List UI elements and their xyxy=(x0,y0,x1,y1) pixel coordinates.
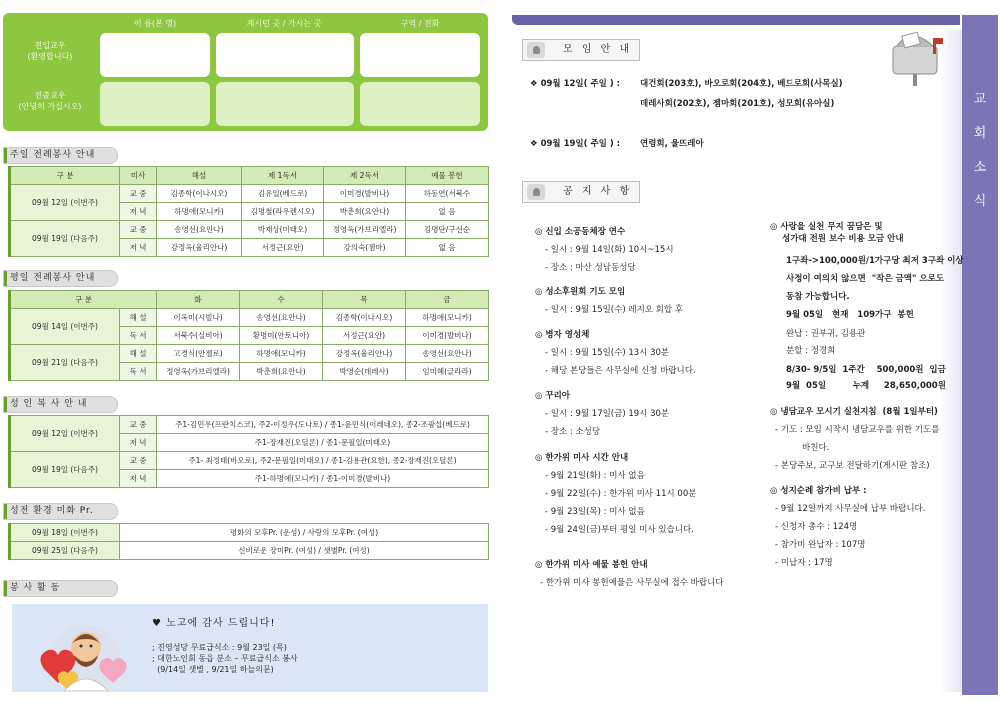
notice-line: 바친다. xyxy=(775,443,830,453)
notice-heading: ◎ 성소후원회 기도 모임 xyxy=(535,287,626,297)
weekday-section-title: 평일 전례봉사 안내 xyxy=(3,270,118,287)
thanks-title: ♥ 노고에 감사 드립니다! xyxy=(152,618,276,629)
sunday-table xyxy=(8,166,489,257)
notice-heading: ◎ 신입 소공동체장 연수 xyxy=(535,227,626,237)
notice-line: - 9월 23일(목) : 미사 없음 xyxy=(545,507,645,517)
notice-line: - 일시 : 9월 14일(화) 10시~15시 xyxy=(545,245,674,255)
weekday-table xyxy=(8,290,489,381)
table-header: 구 분 xyxy=(10,167,120,185)
table-header: 미사 xyxy=(120,167,157,185)
notice-heading: ◎ 성지순례 참가비 납부 : xyxy=(770,486,867,496)
meeting-date: ❖ 09월 19일( 주일 ) : xyxy=(530,139,621,149)
altar-table xyxy=(8,415,489,488)
service-line: ; 대한노인회 동읍 분소 – 무료급식소 봉사 xyxy=(152,654,298,663)
sidebar-char: 회 xyxy=(973,126,987,141)
newcomer-in-place-cell xyxy=(216,33,354,77)
notice-line: - 장소 : 마산 성남동성당 xyxy=(545,263,636,273)
meetings-header: 모 임 안 내 xyxy=(522,39,640,61)
table-header: 목 xyxy=(323,291,406,309)
table-row: 09월 25일 (다음주) 신비로운 장미Pr. (여성) / 샛별Pr. (여성) xyxy=(10,542,489,560)
notice-heading: ◎ 한가위 미사 시간 안내 xyxy=(535,453,629,463)
notice-line: - 미납자 : 17명 xyxy=(775,558,833,568)
church-news-sidebar xyxy=(962,15,998,695)
table-header: 수 xyxy=(240,291,323,309)
notice-line: 9월 05일 누계 28,650,000원 xyxy=(786,381,946,391)
newcomer-out-place-cell xyxy=(216,82,354,126)
table-header: 예물 봉헌 xyxy=(406,167,489,185)
person-icon xyxy=(527,184,545,200)
notice-line: 사정이 여의치 않으면 "작은 금액" 으로도 xyxy=(786,274,944,284)
meeting-text: 연령회, 울뜨레아 xyxy=(640,139,704,149)
sunday-section-title: 주일 전례봉사 안내 xyxy=(3,147,118,164)
notices-header: 공 지 사 항 xyxy=(522,181,640,203)
table-row: 09월 19일 (다음주) 교 중 송영선(요안나) 박재상(미태오) 정영옥(가브리엘라) 김명단/구선순 xyxy=(10,221,489,239)
table-header: 제 1독서 xyxy=(242,167,324,185)
person-icon xyxy=(527,42,545,58)
notice-line: - 9월 12일까지 사무실에 납부 바랍니다. xyxy=(775,504,926,514)
table-header: 금 xyxy=(406,291,489,309)
newcomer-out-name-cell xyxy=(100,82,210,126)
page-ribbon xyxy=(940,30,962,692)
meeting-text: 데레사회(202호), 젬마회(201호), 성모회(유아실) xyxy=(640,99,835,109)
meeting-text: 대건회(203호), 바오로회(204호), 베드로회(사목실) xyxy=(640,79,843,89)
notice-heading: ◎ 꾸리아 xyxy=(535,391,571,401)
notice-line: - 장소 : 소성당 xyxy=(545,427,601,437)
notice-line: - 9월 24일(금)부터 평일 미사 있습니다. xyxy=(545,525,694,535)
notice-line: - 신청자 총수 : 124명 xyxy=(775,522,858,532)
newcomer-out-label: 전출교우 (안녕히 가십시오) xyxy=(18,91,82,111)
table-row: 저 녁 강정옥(율리안나) 서정근(요안) 강의숙(젬마) 없 음 xyxy=(10,239,489,257)
table-header: 해설 xyxy=(157,167,242,185)
newcomers-header-name: 이 름(본 명) xyxy=(133,19,177,28)
table-row: 저 녁 주1-하명애(모니카) / 종1-이미경(발비나) xyxy=(10,470,489,488)
notice-heading: ◎ 냉담교우 모시기 실천지침 (8월 1일부터) xyxy=(770,407,938,417)
table-header: 구 분 xyxy=(10,291,157,309)
table-row: 독 서 서북수(실비아) 황명미(안토니아) 서정근(요안) 이미경(발비나) xyxy=(10,327,489,345)
table-row: 저 녁 주1-장재진(오딜론) / 종1-문필일(미태오) xyxy=(10,434,489,452)
altar-section-title: 성 인 복 사 안 내 xyxy=(3,396,118,413)
newcomer-out-contact-cell xyxy=(360,82,480,126)
meeting-date: ❖ 09월 12일( 주일 ) : xyxy=(530,79,621,89)
jesus-heart-illustration xyxy=(24,613,142,691)
sidebar-char: 식 xyxy=(973,194,987,209)
table-row: 09월 21일 (다음주) 해 설 고경식(안젤로) 하명애(모니카) 강정옥(율리안나) 송영선(요안나) xyxy=(10,345,489,363)
sidebar-char: 소 xyxy=(973,160,987,175)
notice-heading-line2: 성가대 전원 보수 비용 모금 안내 xyxy=(782,234,904,244)
notice-line: - 일시 : 9월 15일(수) 레지오 회합 후 xyxy=(545,305,684,315)
notice-line: - 9월 21일(화) : 미사 없음 xyxy=(545,471,645,481)
notice-line: - 해당 본당들은 사무실에 신청 바랍니다. xyxy=(545,366,696,376)
notice-line: 완납 : 권부귀, 김용관 xyxy=(786,329,866,339)
sidebar-char: 교 xyxy=(973,92,987,107)
rosary-section-title: 성전 환경 미화 Pr. xyxy=(3,503,118,520)
notice-line: - 본당주보, 교구보 전달하기(게시판 참조) xyxy=(775,461,930,471)
notice-line: - 참가비 완납자 : 107명 xyxy=(775,540,866,550)
top-accent-bar xyxy=(512,15,960,25)
notice-line: - 9월 22일(수) : 한가위 미사 11시 00분 xyxy=(545,489,697,499)
notice-line: 9월 05일 현재 109가구 봉헌 xyxy=(786,310,914,320)
notice-line: 동참 가능합니다. xyxy=(786,292,850,302)
rosary-table xyxy=(8,523,489,560)
notice-line: - 기도 : 모임 시작시 냉담교우를 위한 기도를 xyxy=(775,425,940,435)
newcomer-in-label: 전입교우 (환영합니다) xyxy=(27,41,73,61)
notice-line: 8/30- 9/5일 1주간 500,000원 입금 xyxy=(786,365,946,375)
table-row: 09월 18일 (이번주) 평화의 모후Pr. (운성) / 사랑의 모후Pr. (여성) xyxy=(10,524,489,542)
table-row: 09월 12일 (이번주) 교 중 김종학(이나시오) 김유일(베드로) 이미경(발비나) 하동연(서북수 xyxy=(10,185,489,203)
table-row: 09월 12일 (이번주) 교 중 주1-김민우(프란치스코), 주2-이정우(도나토) / 종1-윤민식(이레네오), 종2-조광섭(베드로) xyxy=(10,416,489,434)
notice-line: - 일시 : 9월 15일(수) 13시 30분 xyxy=(545,348,670,358)
table-header: 화 xyxy=(157,291,240,309)
newcomer-in-contact-cell xyxy=(360,33,480,77)
table-row: 독 서 정영옥(가브리엘라) 박춘희(요안나) 박영순(데레사) 임미혜(글라라) xyxy=(10,363,489,381)
notice-heading: ◎ 병자 영성체 xyxy=(535,330,590,340)
table-row: 09월 19일 (다음주) 교 중 주1- 최정태(바오로), 주2-문필일(미태오) / 종1-김용관(요한), 종2-장재진(오딜론) xyxy=(10,452,489,470)
table-row: 09월 14일 (이번주) 해 설 이옥미(시빌나) 송영선(요안나) 김종학(이나시오) 하명애(모니카) xyxy=(10,309,489,327)
table-header: 제 2독서 xyxy=(324,167,406,185)
notice-line: - 한가위 미사 봉헌예물은 사무실에 접수 바랍니다 xyxy=(540,578,724,588)
notice-heading: ◎ 사랑을 실천 무지 꿈담은 및 xyxy=(770,222,883,232)
service-line: (9/14일 샛별 , 9/21일 하늘의문) xyxy=(152,665,274,674)
newcomer-in-name-cell xyxy=(100,33,210,77)
notice-line: 1구좌->100,000원/1가구당 최저 3구좌 이상 xyxy=(786,256,964,266)
notice-line: - 일시 : 9월 17일(금) 19시 30분 xyxy=(545,409,670,419)
newcomers-header-place: 계시던 곳 / 가시는 곳 xyxy=(246,19,322,28)
mailbox-icon xyxy=(883,26,953,86)
newcomers-header-contact: 구역 / 전화 xyxy=(400,19,440,28)
table-row: 저 녁 하명애(모니카) 김명철(라우렌시오) 박춘희(요안나) 없 음 xyxy=(10,203,489,221)
notice-line: 분할 : 정경희 xyxy=(786,346,836,356)
service-section-title: 봉 사 활 동 xyxy=(3,580,118,597)
service-line: ; 진영성당 무료급식소 : 9월 23일 (목) xyxy=(152,643,287,652)
notice-heading: ◎ 한가위 미사 예물 봉헌 안내 xyxy=(535,560,648,570)
